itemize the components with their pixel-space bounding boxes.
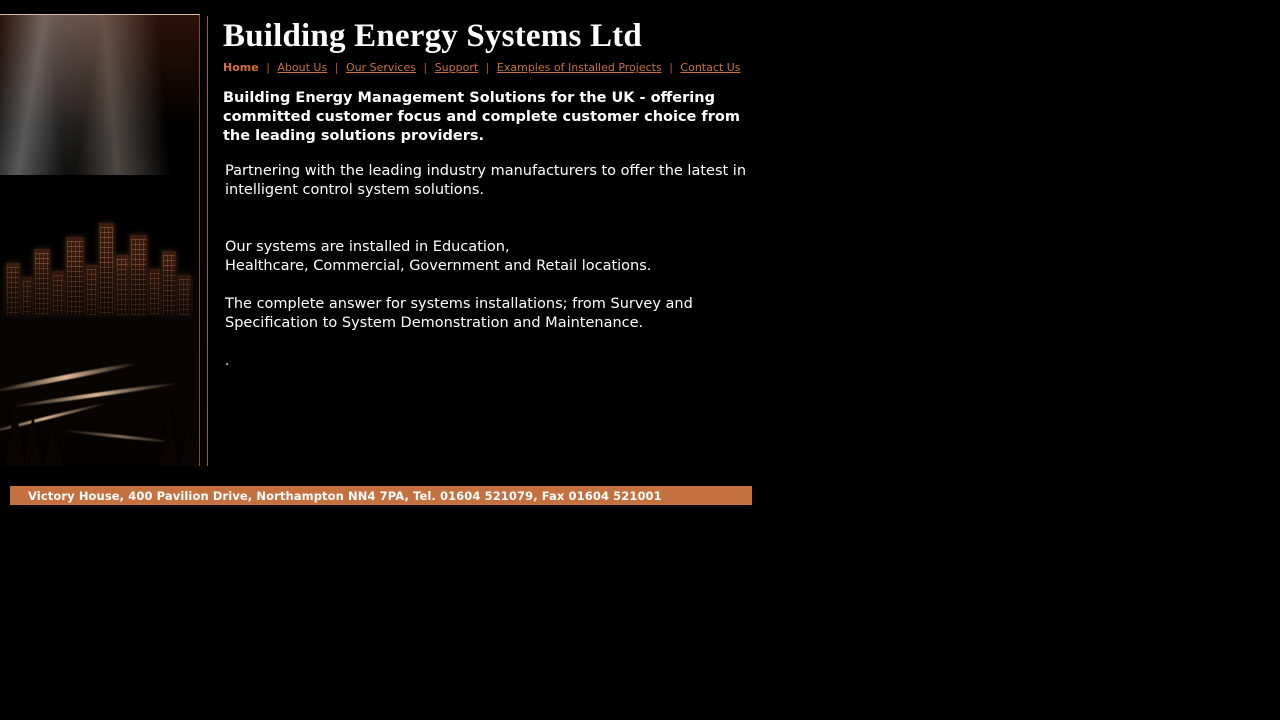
nav-separator: | [669,61,673,74]
main-navigation [223,61,783,75]
nav-item-home[interactable]: Home [223,61,259,74]
page-title: Building Energy Systems Ltd [223,18,642,54]
nav-separator: | [266,61,270,74]
nav-item-examples-of-installed-projects[interactable]: Examples of Installed Projects [496,61,662,74]
foreground-highway [0,267,200,466]
paragraph-sectors [225,238,770,276]
footer-address-text: Victory House, 400 Pavilion Drive, Northampton NN4 7PA, Tel. 01604 521079, Fax 01604 521001 [28,488,662,503]
lead-statement: Building Energy Management Solutions for the UK - offering committed customer focus and complete customer choice from the leading solutions providers. [223,90,740,144]
trailing-dot: . [225,354,230,369]
nav-item-contact-us[interactable]: Contact Us [680,61,741,74]
sky-clouds [0,15,200,175]
paragraph-partnering: Partnering with the leading industry manufacturers to offer the latest in intelligent control system solutions. [225,163,747,198]
nav-separator: | [423,61,428,74]
footer-address-bar [10,486,752,505]
hero-image-panel [0,14,200,466]
paragraph-sectors-line-1: Our systems are installed in Education, [225,239,510,255]
main-content [223,16,783,367]
city-skyline-image [0,15,200,466]
nav-separator: | [334,61,339,74]
paragraph-sectors-line-2: Healthcare, Commercial, Government and Retail locations. [225,258,652,274]
vertical-divider [207,16,208,466]
nav-item-our-services[interactable]: Our Services [345,61,416,74]
nav-separator: | [485,61,490,74]
paragraph-complete-answer: The complete answer for systems installations; from Survey and Specification to System Demonstration and Maintenance. [225,296,693,331]
nav-item-about-us[interactable]: About Us [277,61,328,74]
nav-item-support[interactable]: Support [434,61,479,74]
